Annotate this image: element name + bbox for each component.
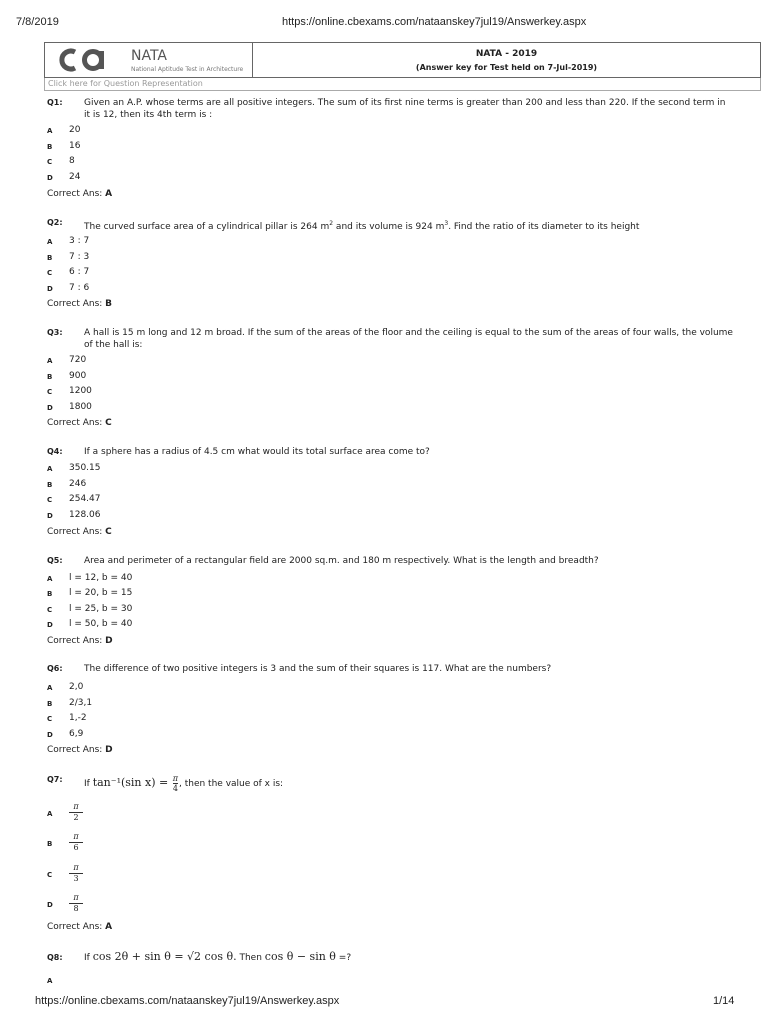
option-letter: C	[47, 715, 53, 723]
option-letter: D	[47, 285, 53, 293]
option-value: 2,0	[69, 682, 84, 692]
option-value: 6 : 7	[69, 267, 90, 277]
option-letter: A	[47, 810, 53, 818]
option-letter: C	[47, 158, 53, 166]
question-label: Q6:	[47, 664, 63, 673]
option-value: 254.47	[69, 494, 101, 504]
print-date: 7/8/2019	[16, 16, 59, 28]
correct-answer: Correct Ans: D	[47, 745, 113, 755]
option-letter: A	[47, 465, 53, 473]
correct-answer: Correct Ans: D	[47, 636, 113, 646]
option-value: 8	[69, 156, 75, 166]
option-value: 7 : 3	[69, 252, 90, 262]
question-label: Q5:	[47, 556, 63, 565]
correct-answer: Correct Ans: B	[47, 299, 113, 309]
question-label: Q4:	[47, 447, 63, 456]
option-letter: A	[47, 575, 53, 583]
option-value: 720	[69, 355, 87, 365]
question-text: If cos 2θ + sin θ = √2 cos θ. Then cos θ − sin θ =?	[84, 950, 352, 963]
logo-title: NATA	[131, 47, 168, 64]
question-text: The difference of two positive integers is 3 and the sum of their squares is 117. What are the numbers?	[84, 664, 552, 674]
math-expression: tan⁻¹(sin x) =	[92, 776, 172, 789]
question-text: A hall is 15 m long and 12 m broad. If the sum of the areas of the floor and the ceiling is equal to the sum of the areas of four walls, the volume of the hall is:	[84, 328, 733, 350]
option-value: 2/3,1	[69, 698, 93, 708]
question-label: Q2:	[47, 218, 63, 227]
option-value: 350.15	[69, 463, 101, 473]
option-letter: D	[47, 512, 53, 520]
math-expression: cos 2θ + sin θ = √2 cos θ.	[92, 950, 237, 963]
option-letter: A	[47, 238, 53, 246]
print-url: https://online.cbexams.com/nataanskey7jul19/Answerkey.aspx	[282, 16, 587, 28]
correct-answer: Correct Ans: A	[47, 922, 113, 932]
option-letter: B	[47, 700, 53, 708]
exam-header	[44, 42, 761, 78]
question-text: Area and perimeter of a rectangular field are 2000 sq.m. and 180 m respectively. What is the length and breadth?	[84, 556, 599, 566]
option-value: l = 25, b = 30	[69, 604, 133, 614]
question-label: Q3:	[47, 328, 63, 337]
option-letter: D	[47, 404, 53, 412]
option-value: l = 20, b = 15	[69, 588, 133, 598]
question-text: The curved surface area of a cylindrical pillar is 264 $m^2$ and its volume is 924 $m^3$. Find the ratio of its diameter to its height	[84, 220, 640, 232]
option-value: 1200	[69, 386, 92, 396]
option-letter: B	[47, 143, 53, 151]
question-text: Given an A.P. whose terms are all positive integers. The sum of its first nine terms is greater than 200 and less than 220. If the second term in it is 12, then its 4th term is :	[84, 98, 726, 120]
option-letter: B	[47, 590, 53, 598]
option-letter: A	[47, 977, 53, 985]
question-representation-link[interactable]: Click here for Question Representation	[44, 78, 761, 91]
option-value: 7 : 6	[69, 283, 90, 293]
option-letter: D	[47, 901, 53, 909]
option-value: 16	[69, 141, 81, 151]
option-value: 128.06	[69, 510, 101, 520]
option-letter: C	[47, 388, 53, 396]
math-fraction: $\frac{\pi}{4}$	[172, 774, 178, 793]
option-value: 1800	[69, 402, 92, 412]
question-label: Q8:	[47, 953, 63, 962]
correct-answer: Correct Ans: C	[47, 527, 112, 537]
option-letter: A	[47, 127, 53, 135]
option-value: l = 50, b = 40	[69, 619, 133, 629]
option-value: 20	[69, 125, 81, 135]
option-letter: B	[47, 840, 53, 848]
option-letter: A	[47, 684, 53, 692]
option-letter: A	[47, 357, 53, 365]
option-fraction: $\frac{\pi}{2}$	[69, 802, 83, 823]
logo-area	[45, 43, 253, 77]
correct-answer: Correct Ans: C	[47, 418, 112, 428]
option-letter: D	[47, 731, 53, 739]
option-value: 900	[69, 371, 87, 381]
logo-subtitle: National Aptitude Test in Architecture	[131, 65, 244, 73]
option-letter: C	[47, 871, 53, 879]
question-text: If tan⁻¹(sin x) = $\frac{\pi}{4}$ , then the value of x is:	[84, 774, 284, 793]
option-value: 6,9	[69, 729, 84, 739]
question-text: If a sphere has a radius of 4.5 cm what would its total surface area come to?	[84, 447, 430, 457]
option-fraction: $\frac{\pi}{8}$	[69, 893, 83, 914]
option-value: 246	[69, 479, 87, 489]
correct-answer: Correct Ans: A	[47, 189, 113, 199]
option-letter: B	[47, 373, 53, 381]
option-letter: C	[47, 496, 53, 504]
exam-subtitle: (Answer key for Test held on 7-Jul-2019)	[415, 62, 598, 72]
math-expression: cos θ − sin θ	[264, 950, 336, 963]
option-value: 24	[69, 172, 81, 182]
ca-logo-icon	[53, 47, 117, 73]
option-fraction: $\frac{\pi}{6}$	[69, 832, 83, 853]
option-letter: D	[47, 621, 53, 629]
option-value: 3 : 7	[69, 236, 90, 246]
question-label: Q1:	[47, 98, 63, 107]
exam-title: NATA - 2019	[475, 48, 538, 59]
option-letter: B	[47, 254, 53, 262]
option-fraction: $\frac{\pi}{3}$	[69, 863, 83, 884]
option-letter: C	[47, 269, 53, 277]
option-value: 1,-2	[69, 713, 87, 723]
option-letter: C	[47, 606, 53, 614]
page-number: 1/14	[713, 995, 735, 1007]
option-value: l = 12, b = 40	[69, 573, 133, 583]
option-letter: D	[47, 174, 53, 182]
question-label: Q7:	[47, 775, 63, 784]
option-letter: B	[47, 481, 53, 489]
print-footer-url: https://online.cbexams.com/nataanskey7jul19/Answerkey.aspx	[35, 995, 340, 1007]
